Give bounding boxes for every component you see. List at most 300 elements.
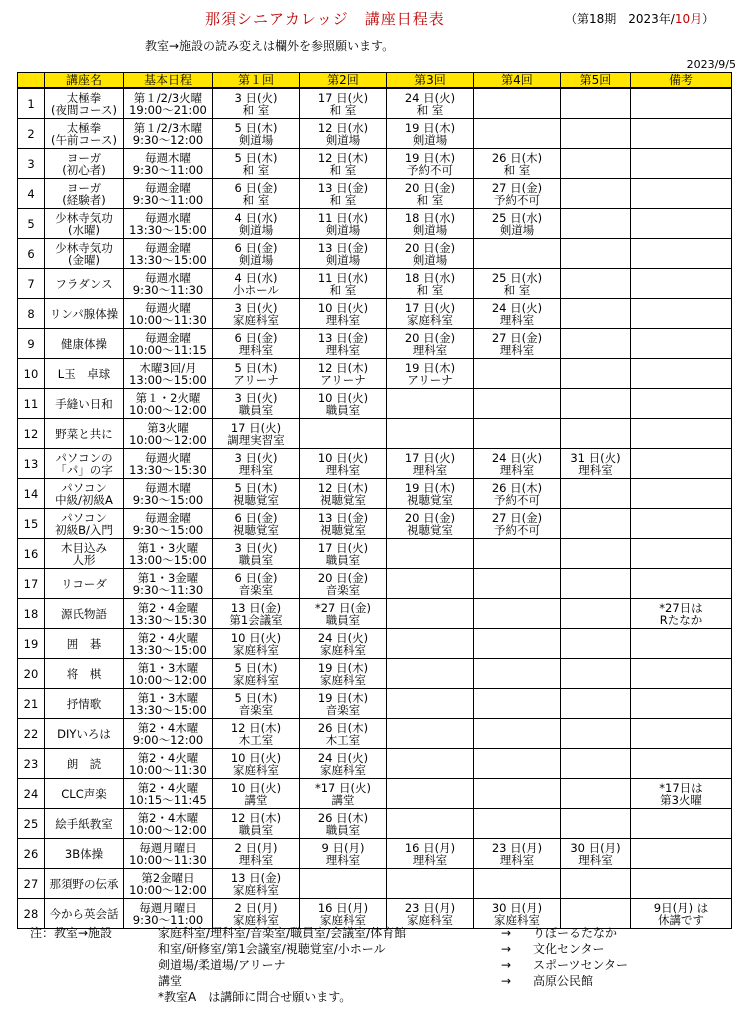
session-line: 予約不可 [407, 162, 453, 177]
schedule-table [17, 72, 732, 929]
remarks-cell [631, 629, 732, 659]
col-header-session-3: 第3回 [387, 73, 474, 89]
session-line: 職員室 [238, 822, 274, 837]
base-schedule-cell [124, 899, 213, 929]
footer-rooms-4: 講堂 [158, 974, 183, 988]
session-line: 12 日(木) [317, 360, 369, 375]
session-cell-2 [300, 479, 387, 509]
remarks-cell [631, 539, 732, 569]
course-name: 健康体操 [61, 336, 107, 351]
session-cell-5 [561, 209, 631, 239]
session-cell-5 [561, 569, 631, 599]
session-line: 5 日(木) [234, 690, 278, 705]
remarks-cell [631, 869, 732, 899]
session-line: 13 日(金) [317, 180, 369, 195]
table-row [18, 479, 732, 509]
course-name: (経験者) [62, 192, 106, 207]
row-number: 5 [18, 209, 45, 239]
session-cell-5 [561, 299, 631, 329]
session-line: 剣道場 [238, 222, 274, 237]
row-number: 4 [18, 179, 45, 209]
course-name-cell [45, 299, 124, 329]
base-schedule-cell [124, 509, 213, 539]
session-cell-5 [561, 179, 631, 209]
session-cell-5 [561, 479, 631, 509]
base-schedule-line: 毎週火曜 [145, 450, 191, 465]
course-name-cell [45, 359, 124, 389]
session-line: 18 日(水) [404, 210, 456, 225]
remark-line: 休講です [658, 912, 704, 927]
course-name: (初心者) [62, 162, 106, 177]
course-name: 抒情歌 [66, 696, 102, 711]
base-schedule-line: 13:30～15:30 [129, 462, 207, 477]
session-line: 24 日(火) [404, 90, 456, 105]
remarks-cell [631, 299, 732, 329]
table-row [18, 509, 732, 539]
table-header-row [18, 73, 732, 89]
session-line: 理科室 [238, 462, 274, 477]
session-cell-1 [213, 359, 300, 389]
session-line: 理科室 [325, 462, 361, 477]
session-line: 5 日(木) [234, 150, 278, 165]
session-line: 3 日(火) [234, 390, 278, 405]
base-schedule-line: 13:00～15:00 [129, 552, 207, 567]
base-schedule-cell [124, 149, 213, 179]
session-cell-3 [387, 329, 474, 359]
session-cell-2 [300, 359, 387, 389]
session-line: 12 日(木) [317, 150, 369, 165]
base-schedule-cell [124, 839, 213, 869]
col-header-remarks: 備考 [631, 73, 732, 89]
course-name: フラダンス [55, 276, 113, 291]
session-cell-5 [561, 599, 631, 629]
session-line: 剣道場 [238, 132, 274, 147]
session-line: 家庭科室 [407, 312, 453, 327]
session-cell-3 [387, 239, 474, 269]
session-line: 10 日(火) [230, 780, 282, 795]
session-cell-2 [300, 329, 387, 359]
session-line: アリーナ [407, 372, 453, 387]
session-cell-5 [561, 839, 631, 869]
remarks-cell [631, 119, 732, 149]
base-schedule-line: 毎週火曜 [145, 300, 191, 315]
course-name: パソコン [61, 510, 107, 525]
session-line: 家庭科室 [407, 912, 453, 927]
session-line: 理科室 [499, 462, 535, 477]
session-line: 25 日(水) [491, 210, 543, 225]
session-cell-4 [474, 269, 561, 299]
session-line: 理科室 [499, 312, 535, 327]
session-cell-5 [561, 239, 631, 269]
base-schedule-line: 毎週金曜 [145, 240, 191, 255]
session-line: 16 日(月) [404, 840, 456, 855]
session-cell-4 [474, 509, 561, 539]
session-cell-2 [300, 599, 387, 629]
session-line: 30 日(月) [570, 840, 621, 855]
footer-facility-1: りぼーるたなか [533, 926, 618, 940]
session-line: 17 日(火) [317, 90, 369, 105]
course-name: リコーダ [61, 576, 107, 591]
remarks-cell [631, 719, 732, 749]
session-line: 和 室 [503, 162, 531, 177]
course-name-cell [45, 389, 124, 419]
row-number: 15 [18, 509, 45, 539]
base-schedule-cell [124, 779, 213, 809]
col-header-course: 講座名 [45, 73, 124, 89]
table-row [18, 329, 732, 359]
course-name: L玉 卓球 [57, 366, 111, 381]
session-cell-3 [387, 749, 474, 779]
session-cell-1 [213, 119, 300, 149]
session-line: 19 日(木) [404, 150, 456, 165]
session-cell-1 [213, 449, 300, 479]
session-cell-5 [561, 449, 631, 479]
session-cell-3 [387, 869, 474, 899]
session-cell-2 [300, 419, 387, 449]
session-line: 家庭科室 [233, 882, 279, 897]
session-line: 13 日(金) [230, 870, 282, 885]
table-row [18, 869, 732, 899]
session-cell-4 [474, 479, 561, 509]
session-cell-5 [561, 899, 631, 929]
remarks-cell [631, 179, 732, 209]
base-schedule-cell [124, 299, 213, 329]
session-line: 理科室 [325, 312, 361, 327]
session-line: 和 室 [242, 192, 270, 207]
session-cell-5 [561, 869, 631, 899]
col-header-schedule: 基本日程 [124, 73, 213, 89]
base-schedule-cell [124, 809, 213, 839]
base-schedule-cell [124, 119, 213, 149]
course-name: 将 棋 [66, 666, 102, 681]
row-number: 17 [18, 569, 45, 599]
session-line: 13 日(金) [317, 240, 369, 255]
session-line: 講堂 [244, 792, 268, 807]
session-cell-3 [387, 689, 474, 719]
session-cell-1 [213, 689, 300, 719]
row-number: 22 [18, 719, 45, 749]
remarks-cell [631, 479, 732, 509]
session-cell-3 [387, 389, 474, 419]
table-row [18, 839, 732, 869]
session-line: 5 日(木) [234, 360, 278, 375]
session-cell-4 [474, 599, 561, 629]
base-schedule-line: 10:00～12:00 [129, 882, 207, 897]
session-cell-4 [474, 88, 561, 119]
base-schedule-cell [124, 179, 213, 209]
session-line: 10 日(火) [317, 300, 369, 315]
header [0, 8, 750, 30]
session-cell-2 [300, 269, 387, 299]
remark-line: 第3火曜 [660, 792, 702, 807]
table-row [18, 149, 732, 179]
session-line: 5 日(木) [234, 660, 278, 675]
remark-line: *27日は [659, 600, 703, 615]
session-cell-5 [561, 329, 631, 359]
footer-facility-3: スポーツセンター [533, 958, 629, 972]
session-cell-1 [213, 599, 300, 629]
session-line: 和 室 [329, 102, 357, 117]
row-number: 26 [18, 839, 45, 869]
footer-arrow-1: → [501, 926, 512, 940]
session-cell-1 [213, 419, 300, 449]
base-schedule-line: 9:30～11:30 [132, 582, 204, 597]
session-line: 理科室 [325, 852, 361, 867]
table-row [18, 359, 732, 389]
session-cell-5 [561, 88, 631, 119]
footer-arrow-4: → [501, 974, 512, 988]
table-row [18, 119, 732, 149]
session-cell-3 [387, 359, 474, 389]
course-name-cell [45, 539, 124, 569]
table-row [18, 569, 732, 599]
session-cell-1 [213, 88, 300, 119]
session-cell-4 [474, 629, 561, 659]
session-cell-1 [213, 779, 300, 809]
base-schedule-line: 9:00～12:00 [132, 732, 204, 747]
session-line: 音楽室 [325, 582, 361, 597]
base-schedule-line: 第１/2/3木曜 [133, 120, 203, 135]
session-cell-1 [213, 869, 300, 899]
session-line: 音楽室 [325, 702, 361, 717]
course-name-cell [45, 269, 124, 299]
session-line: 理科室 [238, 852, 274, 867]
session-line: 17 日(火) [230, 420, 282, 435]
base-schedule-line: 13:30～15:00 [129, 252, 207, 267]
issue-date: 2023/9/5 [686, 58, 736, 71]
base-schedule-line: 10:15～11:45 [129, 792, 207, 807]
base-schedule-line: 第3火曜 [147, 420, 189, 435]
session-line: 調理実習室 [227, 432, 285, 447]
session-cell-4 [474, 299, 561, 329]
footer-rooms-1: 家庭科室/理科室/音楽室/職員室/会議室/体育館 [158, 926, 407, 940]
session-line: 家庭科室 [320, 762, 366, 777]
session-line: 和 室 [242, 162, 270, 177]
row-number: 12 [18, 419, 45, 449]
course-name: ヨーガ [66, 180, 102, 195]
session-cell-2 [300, 539, 387, 569]
session-cell-3 [387, 899, 474, 929]
course-name: (夜間コース) [51, 102, 117, 117]
session-line: 家庭科室 [320, 642, 366, 657]
session-line: 家庭科室 [233, 672, 279, 687]
table-row [18, 629, 732, 659]
base-schedule-line: 毎週水曜 [145, 270, 191, 285]
session-line: 30 日(月) [491, 900, 543, 915]
table-row [18, 779, 732, 809]
course-name-cell [45, 599, 124, 629]
session-cell-1 [213, 209, 300, 239]
session-line: 20 日(金) [404, 510, 456, 525]
course-name: 初級B/入門 [55, 522, 113, 537]
session-line: 2 日(月) [234, 840, 278, 855]
base-schedule-line: 第１・2火曜 [135, 390, 201, 405]
base-schedule-line: 13:00～15:00 [129, 372, 207, 387]
base-schedule-cell [124, 659, 213, 689]
session-cell-4 [474, 719, 561, 749]
remarks-cell [631, 209, 732, 239]
session-line: 26 日(木) [317, 720, 369, 735]
session-cell-1 [213, 509, 300, 539]
course-name: 太極拳 [66, 120, 102, 135]
session-line: 家庭科室 [494, 912, 540, 927]
session-cell-2 [300, 509, 387, 539]
session-cell-1 [213, 719, 300, 749]
base-schedule-line: 10:00～12:00 [129, 672, 207, 687]
table-row [18, 179, 732, 209]
session-line: 剣道場 [412, 222, 448, 237]
row-number: 9 [18, 329, 45, 359]
period-month: 10月 [674, 12, 703, 26]
session-line: 視聴覚室 [407, 492, 453, 507]
session-line: 26 日(木) [491, 480, 543, 495]
row-number: 14 [18, 479, 45, 509]
row-number: 28 [18, 899, 45, 929]
session-cell-2 [300, 209, 387, 239]
session-cell-5 [561, 809, 631, 839]
session-cell-1 [213, 899, 300, 929]
remarks-cell [631, 88, 732, 119]
session-line: 25 日(水) [491, 270, 543, 285]
base-schedule-cell [124, 719, 213, 749]
session-line: *17 日(火) [314, 780, 371, 795]
row-number: 10 [18, 359, 45, 389]
table-row [18, 809, 732, 839]
session-line: 和 室 [503, 282, 531, 297]
session-line: 6 日(金) [234, 240, 278, 255]
base-schedule-line: 9:30～12:00 [132, 132, 204, 147]
session-cell-4 [474, 749, 561, 779]
session-line: 和 室 [329, 192, 357, 207]
base-schedule-line: 13:30～15:00 [129, 702, 207, 717]
remarks-cell [631, 749, 732, 779]
table-row [18, 209, 732, 239]
period-suffix: ） [702, 12, 715, 26]
session-line: 20 日(金) [404, 240, 456, 255]
session-line: 9 日(月) [321, 840, 365, 855]
base-schedule-cell [124, 449, 213, 479]
session-line: 理科室 [578, 462, 613, 477]
session-cell-3 [387, 479, 474, 509]
session-cell-2 [300, 299, 387, 329]
base-schedule-cell [124, 209, 213, 239]
course-name: (水曜) [68, 222, 100, 237]
session-cell-4 [474, 569, 561, 599]
session-cell-4 [474, 869, 561, 899]
course-name: 絵手紙教室 [55, 816, 113, 831]
session-cell-3 [387, 509, 474, 539]
course-name: パソコン [61, 480, 107, 495]
session-line: 10 日(火) [317, 390, 369, 405]
session-line: 26 日(木) [317, 810, 369, 825]
session-cell-3 [387, 88, 474, 119]
footer-facility-2: 文化センター [533, 942, 605, 956]
session-cell-3 [387, 299, 474, 329]
base-schedule-line: 毎週金曜 [145, 180, 191, 195]
base-schedule-line: 10:00～11:30 [129, 312, 207, 327]
session-line: 13 日(金) [230, 600, 282, 615]
course-name: 今から英会話 [49, 906, 119, 921]
session-cell-5 [561, 359, 631, 389]
session-cell-4 [474, 359, 561, 389]
course-name: 3B体操 [64, 846, 104, 861]
course-name-cell [45, 209, 124, 239]
session-line: 予約不可 [494, 192, 540, 207]
table-row [18, 749, 732, 779]
row-number: 23 [18, 749, 45, 779]
session-line: アリーナ [233, 372, 279, 387]
session-cell-4 [474, 689, 561, 719]
remark-line: 9日(月) は [653, 900, 709, 915]
table-row [18, 689, 732, 719]
session-cell-1 [213, 389, 300, 419]
course-name-cell [45, 659, 124, 689]
session-cell-5 [561, 779, 631, 809]
session-line: 5 日(木) [234, 120, 278, 135]
remarks-cell [631, 239, 732, 269]
session-line: 理科室 [412, 342, 448, 357]
session-line: 職員室 [325, 402, 361, 417]
remarks-cell [631, 509, 732, 539]
session-cell-3 [387, 209, 474, 239]
session-cell-3 [387, 629, 474, 659]
course-name: 源氏物語 [61, 606, 107, 621]
session-line: 13 日(金) [317, 330, 369, 345]
footer-arrow-2: → [501, 942, 512, 956]
session-cell-5 [561, 629, 631, 659]
table-row [18, 299, 732, 329]
session-line: 剣道場 [325, 132, 361, 147]
row-number: 27 [18, 869, 45, 899]
session-line: 17 日(火) [404, 450, 456, 465]
session-line: *27 日(金) [314, 600, 371, 615]
base-schedule-cell [124, 239, 213, 269]
course-name: 「パ」の字 [55, 462, 113, 477]
base-schedule-cell [124, 359, 213, 389]
remarks-cell [631, 269, 732, 299]
session-line: 剣道場 [412, 252, 448, 267]
base-schedule-line: 9:30～11:30 [132, 282, 204, 297]
course-name: (午前コース) [51, 132, 117, 147]
period-label [565, 10, 714, 27]
session-cell-2 [300, 839, 387, 869]
session-line: 職員室 [238, 552, 274, 567]
course-name: リンパ腺体操 [49, 306, 119, 321]
course-name: 人形 [72, 552, 96, 567]
session-line: 予約不可 [494, 522, 540, 537]
course-name: 少林寺気功 [55, 240, 113, 255]
col-header-num [18, 73, 45, 89]
course-name-cell [45, 479, 124, 509]
session-line: 20 日(金) [317, 570, 369, 585]
base-schedule-cell [124, 329, 213, 359]
session-cell-2 [300, 88, 387, 119]
session-line: 3 日(火) [234, 540, 278, 555]
session-line: 音楽室 [238, 702, 274, 717]
session-line: 13 日(金) [317, 510, 369, 525]
course-name: 木目込み [61, 540, 107, 555]
base-schedule-line: 第１/2/3火曜 [133, 90, 203, 105]
session-line: 視聴覚室 [233, 522, 279, 537]
remarks-cell [631, 419, 732, 449]
session-cell-4 [474, 449, 561, 479]
session-line: 24 日(火) [491, 300, 543, 315]
session-line: 理科室 [578, 852, 613, 867]
session-line: 剣道場 [499, 222, 535, 237]
row-number: 3 [18, 149, 45, 179]
base-schedule-line: 第2・4火曜 [137, 630, 199, 645]
session-line: 31 日(火) [570, 450, 621, 465]
